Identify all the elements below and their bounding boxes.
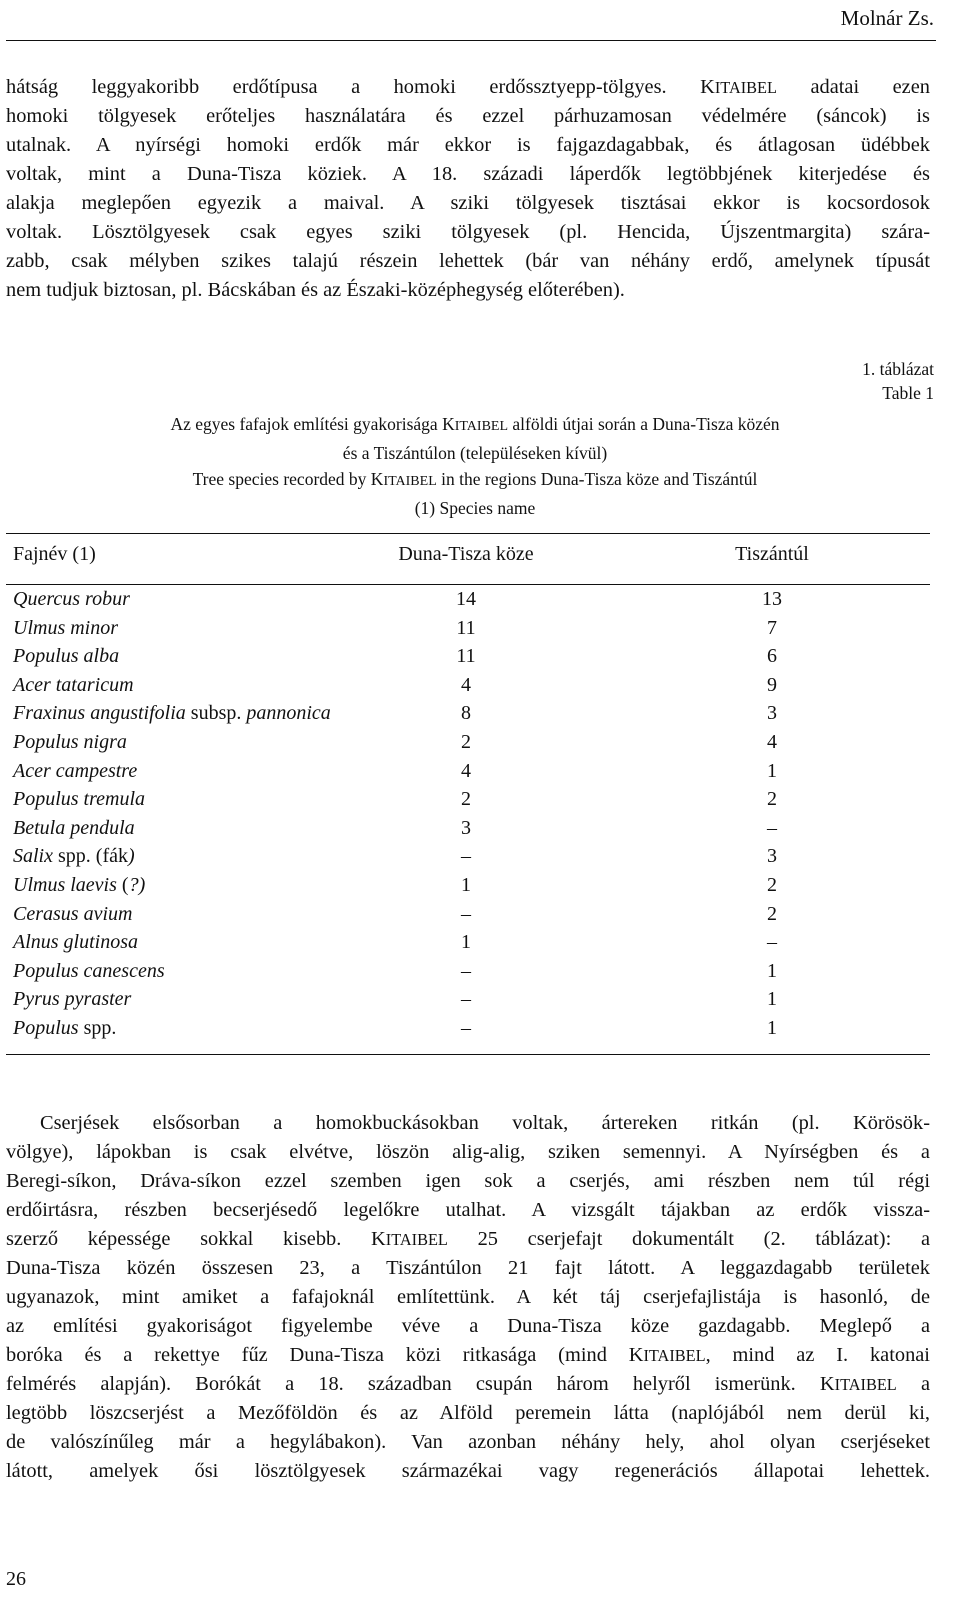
text-line: erdőirtásra, részben becserjésedő legelőkre utalhat. A vizsgált tájakban az erdők vissza- (6, 1199, 930, 1221)
species-name: Populus spp. (13, 1016, 117, 1039)
count-duna-tisza: 4 (461, 759, 471, 782)
count-tiszantul: 4 (767, 730, 777, 753)
column-header-duna-tisza: Duna-Tisza köze (398, 543, 534, 565)
table-header-row (0, 543, 960, 575)
text-line: szerző képessége sokkal kisebb. KITAIBEL 25 cserjefajt dokumentált (2. táblázat): a (6, 1228, 930, 1250)
species-name: Acer campestre (13, 759, 138, 782)
count-tiszantul: 9 (767, 673, 777, 696)
text-line: legtöbb löszcserjést a Mezőföldön és az Alföld peremein látta (naplójából nem derül ki, (6, 1402, 930, 1424)
species-name: Populus nigra (13, 730, 127, 753)
table-row (0, 842, 960, 871)
count-duna-tisza: 14 (456, 588, 476, 610)
count-duna-tisza: – (461, 988, 471, 1011)
table-row (0, 671, 960, 700)
species-name: Populus tremula (13, 788, 146, 811)
species-name: Cerasus avium (13, 902, 133, 925)
table-row (0, 928, 960, 957)
count-tiszantul: 2 (767, 873, 777, 896)
species-name: Alnus glutinosa (13, 931, 139, 954)
header-rule (6, 40, 936, 41)
count-duna-tisza: – (461, 902, 471, 925)
text-line: ugyanazok, mint amiket a fafajoknál említettünk. A két táj cserjefajlistája is hasonló, de (6, 1286, 930, 1308)
table-row (0, 957, 960, 986)
running-header-author: Molnár Zs. (840, 6, 934, 30)
table-row (0, 757, 960, 786)
table-body (0, 585, 960, 1043)
table-caption (60, 411, 890, 521)
count-tiszantul: 13 (762, 588, 782, 610)
count-tiszantul: 6 (767, 645, 777, 668)
table-row (0, 614, 960, 643)
count-tiszantul: – (767, 931, 777, 954)
text-line: látott, amelyek ősi lösztölgyesek származékai vagy regenerációs állapotai lehettek. (6, 1460, 930, 1482)
count-tiszantul: 1 (767, 959, 777, 982)
species-name: Ulmus laevis (?) (13, 873, 146, 896)
count-duna-tisza: – (461, 1016, 471, 1039)
table-row (0, 699, 960, 728)
paragraph-forest-types (6, 73, 930, 305)
table-row (0, 985, 960, 1014)
table-row (0, 785, 960, 814)
count-tiszantul: 3 (767, 702, 777, 725)
page-number: 26 (6, 1568, 26, 1590)
table-bottom-rule (6, 1054, 930, 1055)
species-name: Populus canescens (13, 959, 165, 982)
count-duna-tisza: 8 (461, 702, 471, 725)
text-line: hátság leggyakoribb erdőtípusa a homoki erdőssztyepp-tölgyes. KITAIBEL adatai ezen (6, 76, 930, 98)
species-name: Pyrus pyraster (13, 988, 132, 1011)
table-row (0, 871, 960, 900)
text-line: voltak, mint a Duna-Tisza köziek. A 18. századi láperdők legtöbbjének kiterjedése és (6, 163, 930, 185)
table-top-rule (6, 533, 930, 534)
count-tiszantul: 2 (767, 788, 777, 811)
species-name: Ulmus minor (13, 616, 119, 639)
count-tiszantul: 7 (767, 616, 777, 639)
text-line: homoki tölgyesek erőteljes használatára és ezzel párhuzamosan védelmére (sáncok) is (6, 105, 930, 127)
count-duna-tisza: 3 (461, 816, 471, 839)
count-tiszantul: 1 (767, 759, 777, 782)
species-name: Quercus robur (13, 588, 130, 610)
text-line: felmérés alapján). Borókát a 18. században csupán három helyről ismerünk. KITAIBEL a (6, 1373, 930, 1395)
count-tiszantul: – (767, 816, 777, 839)
count-duna-tisza: 11 (456, 645, 476, 668)
text-line: utalnak. A nyírségi homoki erdők már ekkor is fajgazdagabbak, és átlagosan üdébbek (6, 134, 930, 156)
text-line: Duna-Tisza közén összesen 23, a Tiszántúlon 21 fajt látott. A leggazdagabb területek (6, 1257, 930, 1279)
text-line: de valószínűleg már a hegylábakon). Van azonban néhány hely, ahol olyan cserjéseket (6, 1431, 930, 1453)
table-row (0, 728, 960, 757)
species-name: Populus alba (13, 645, 120, 668)
species-name: Salix spp. (fák) (13, 845, 135, 868)
species-name: Fraxinus angustifolia subsp. pannonica (13, 702, 331, 725)
caption-line-hu-2: és a Tiszántúlon (településeken kívül) (342, 443, 608, 463)
count-duna-tisza: 1 (461, 873, 471, 896)
table-row (0, 585, 960, 614)
count-duna-tisza: 11 (456, 616, 476, 639)
caption-line-hu-1: Az egyes fafajok említési gyakorisága KITAIBEL alföldi útjai során a Duna-Tisza közén (170, 414, 780, 434)
text-line: alakja meglepően egyezik a maival. A sziki tölgyesek tisztásai ekkor is kocsordosok (6, 192, 930, 214)
column-header-species: Fajnév (1) (13, 543, 96, 565)
text-line: Beregi-síkon, Dráva-síkon ezzel szemben igen sok a cserjés, ami részben nem túl régi (6, 1170, 930, 1192)
text-line: zabb, csak mélyben szikes talajú részein lehettek (bár van néhány erdő, amelynek típusát (6, 250, 930, 272)
table-row (0, 642, 960, 671)
count-duna-tisza: – (461, 845, 471, 868)
table-row (0, 1014, 960, 1043)
table-number-en: Table 1 (882, 383, 934, 403)
paragraph-shrublands (6, 1109, 930, 1486)
text-line: völgye), lápokban is csak elvétve, löszön alig-alig, sziken semennyi. A Nyírségben és a (6, 1141, 930, 1163)
count-tiszantul: 1 (767, 988, 777, 1011)
column-header-tiszantul: Tiszántúl (735, 543, 809, 565)
text-line: voltak. Lösztölgyesek csak egyes sziki tölgyesek (pl. Hencida, Újszentmargita) szára- (6, 221, 930, 243)
text-line: Cserjések elsősorban a homokbuckásokban voltak, ártereken ritkán (pl. Körösök- (40, 1112, 930, 1134)
count-tiszantul: 1 (767, 1016, 777, 1039)
species-name: Betula pendula (13, 816, 135, 839)
count-duna-tisza: 2 (461, 730, 471, 753)
caption-line-en-2: (1) Species name (414, 498, 536, 518)
table-row (0, 900, 960, 929)
text-line: az említési gyakoriságot figyelembe véve a Duna-Tisza köze gazdagabb. Meglepő a (6, 1315, 930, 1337)
species-name: Acer tataricum (13, 673, 134, 696)
text-line: boróka és a rekettye fűz Duna-Tisza közi ritkasága (mind KITAIBEL, mind az I. katonai (6, 1344, 930, 1366)
count-duna-tisza: 1 (461, 931, 471, 954)
count-tiszantul: 3 (767, 845, 777, 868)
table-number-hu: 1. táblázat (862, 359, 934, 379)
table-row (0, 814, 960, 843)
count-duna-tisza: 2 (461, 788, 471, 811)
caption-line-en-1: Tree species recorded by KITAIBEL in the regions Duna-Tisza köze and Tiszántúl (192, 469, 758, 489)
count-tiszantul: 2 (767, 902, 777, 925)
count-duna-tisza: – (461, 959, 471, 982)
count-duna-tisza: 4 (461, 673, 471, 696)
text-line: nem tudjuk biztosan, pl. Bácskában és az Északi-középhegység előterében). (6, 279, 625, 301)
